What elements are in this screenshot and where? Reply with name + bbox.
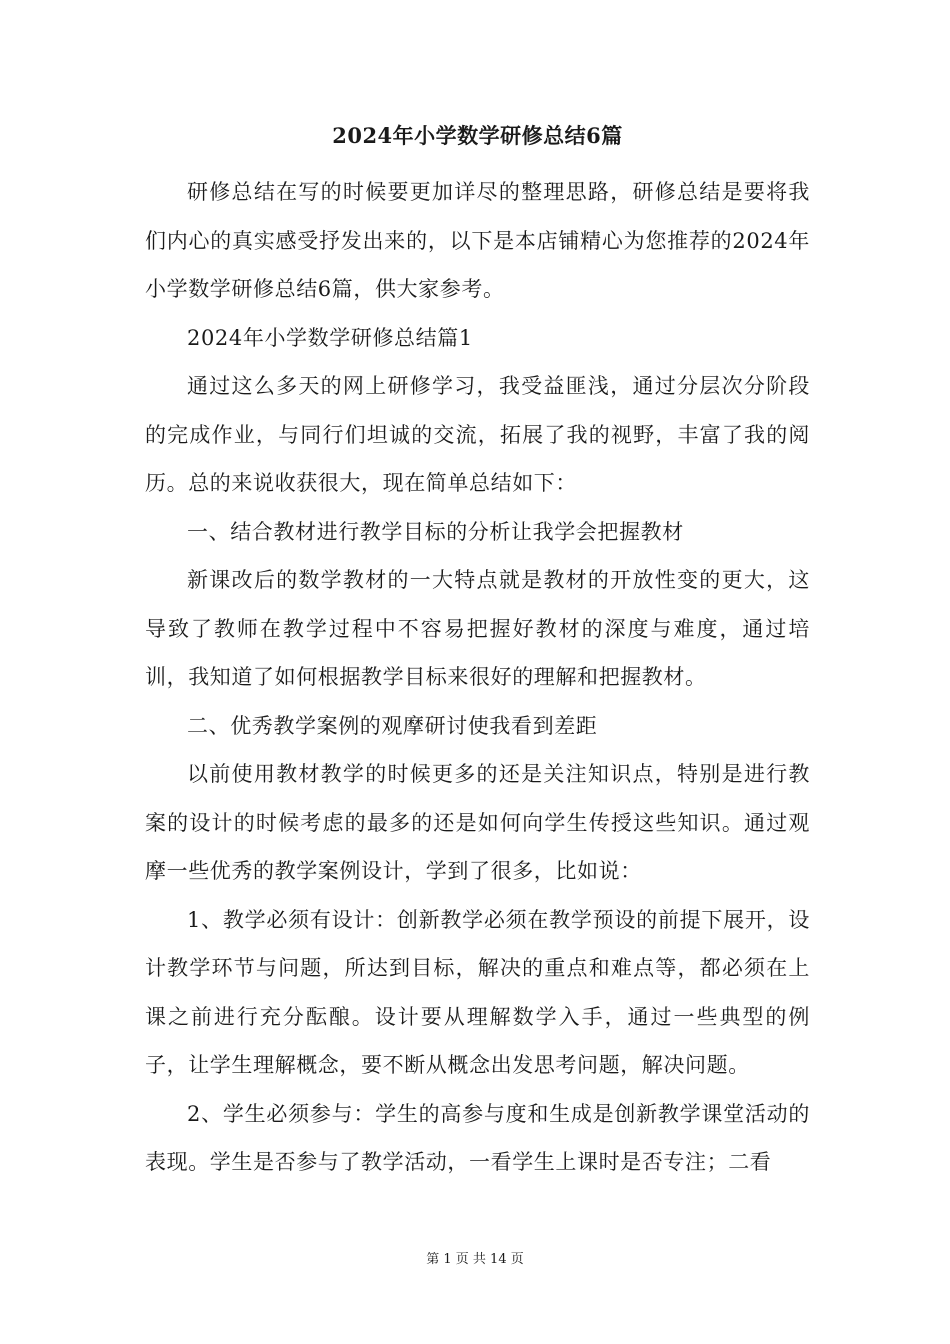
paragraph-intro: 研修总结在写的时候要更加详尽的整理思路，研修总结是要将我们内心的真实感受抒发出来的，以下是本店铺精心为您推荐的2024年小学数学研修总结6篇，供大家参考。: [145, 180, 810, 301]
section-heading-1: 2024年小学数学研修总结篇1: [187, 325, 473, 350]
paragraph: 新课改后的数学教材的一大特点就是教材的开放性变的更大，这导致了教师在教学过程中不容易把握好教材的深度与难度，通过培训，我知道了如何根据教学目标来很好的理解和把握教材。: [145, 568, 810, 689]
document-page: [145, 118, 810, 1187]
paragraph: 2、学生必须参与：学生的高参与度和生成是创新教学课堂活动的表现。学生是否参与了教学活动，一看学生上课时是否专注；二看: [145, 1101, 810, 1174]
document-title: 2024年小学数学研修总结6篇: [332, 123, 623, 148]
subheading: 一、结合教材进行教学目标的分析让我学会把握教材: [187, 519, 684, 544]
paragraph: 1、教学必须有设计：创新教学必须在教学预设的前提下展开，设计教学环节与问题，所达到目标，解决的重点和难点等，都必须在上课之前进行充分酝酿。设计要从理解数学入手，通过一些典型的例子，让学生理解概念，要不断从概念出发思考问题，解决问题。: [145, 907, 810, 1077]
paragraph: 通过这么多天的网上研修学习，我受益匪浅，通过分层次分阶段的完成作业，与同行们坦诚的交流，拓展了我的视野，丰富了我的阅历。总的来说收获很大，现在简单总结如下：: [145, 374, 810, 495]
paragraph: 以前使用教材教学的时候更多的还是关注知识点，特别是进行教案的设计的时候考虑的最多的还是如何向学生传授这些知识。通过观摩一些优秀的教学案例设计，学到了很多，比如说：: [145, 762, 810, 883]
page-footer: 第 1 页 共 14 页: [426, 1252, 524, 1267]
subheading: 二、优秀教学案例的观摩研讨使我看到差距: [187, 713, 598, 738]
